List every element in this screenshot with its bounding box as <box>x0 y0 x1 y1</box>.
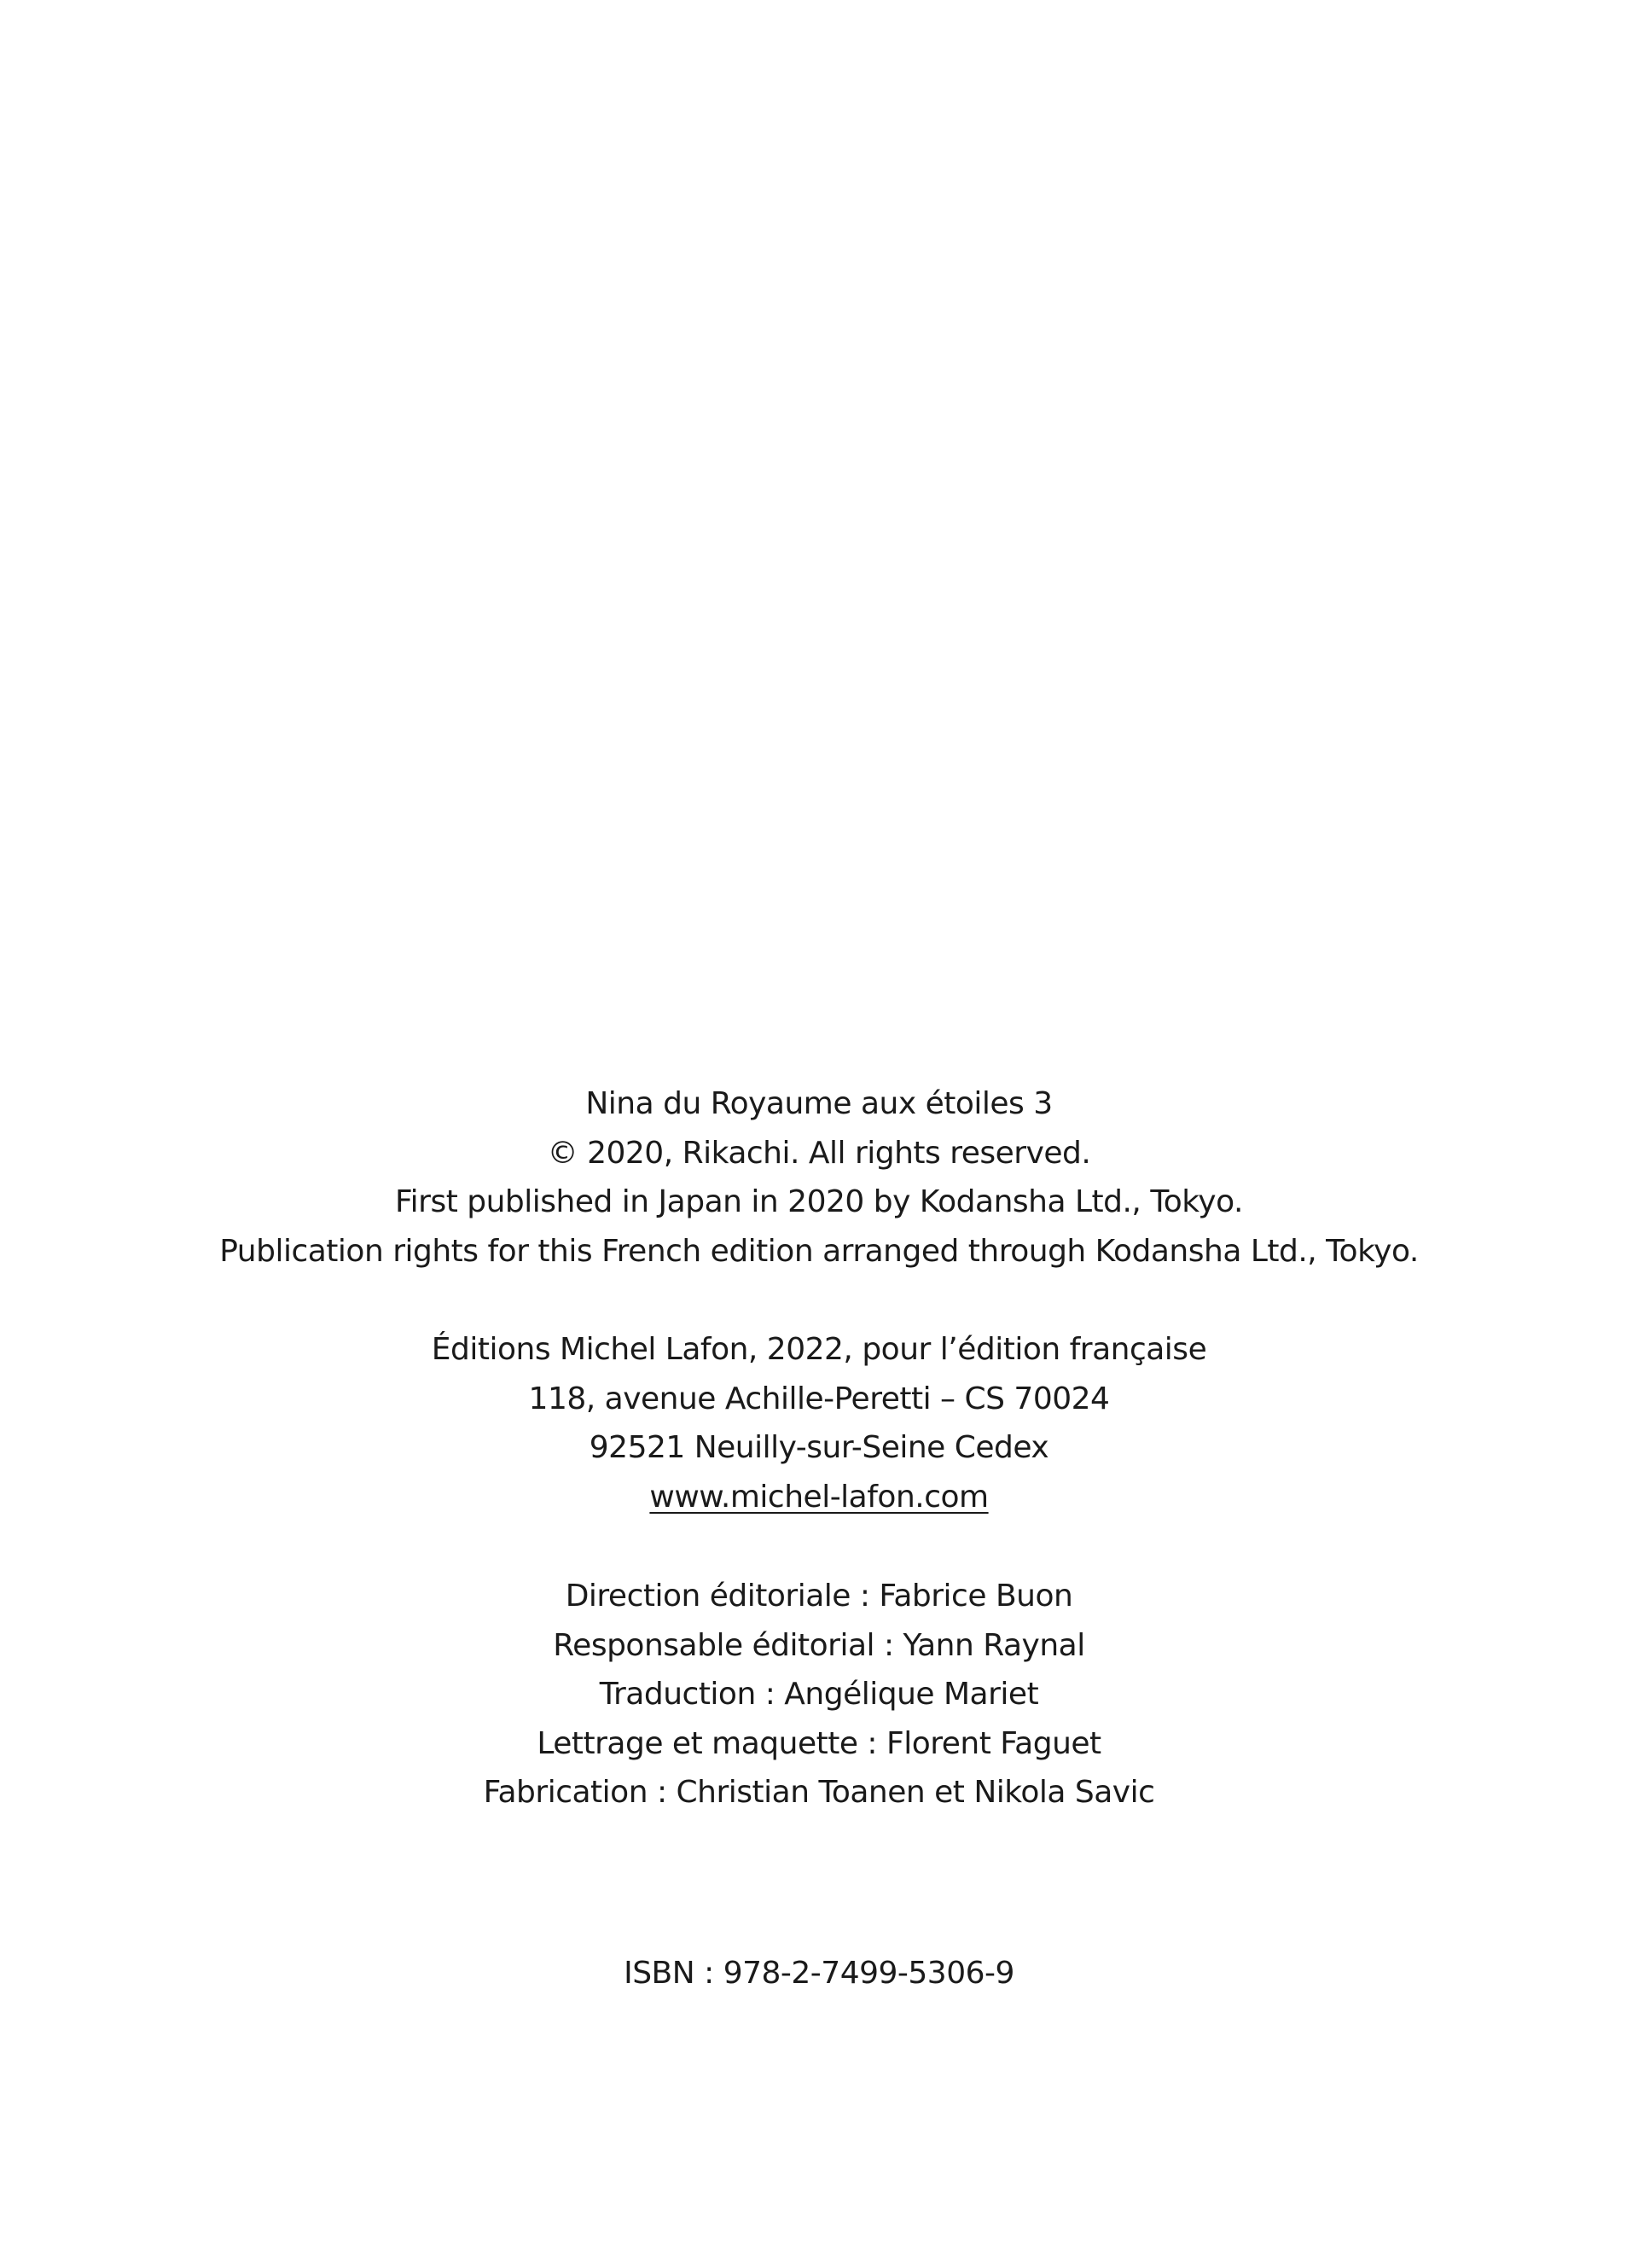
address-line-1: 118, avenue Achille-Peretti – CS 70024 <box>528 1381 1110 1416</box>
address-line-2: 92521 Neuilly-sur-Seine Cedex <box>589 1430 1049 1465</box>
first-published-notice: First published in Japan in 2020 by Kodansha Ltd., Tokyo. <box>395 1184 1243 1219</box>
publication-rights-notice: Publication rights for this French edition arranged through Kodansha Ltd., Tokyo. <box>219 1233 1419 1269</box>
website-line <box>0 1473 1638 1522</box>
credit-fabrication: Fabrication : Christian Toanen et Nikola Savic <box>483 1775 1155 1810</box>
credit-responsable: Responsable éditorial : Yann Raynal <box>553 1627 1085 1663</box>
credit-traduction: Traduction : Angélique Mariet <box>599 1677 1039 1712</box>
book-title: Nina du Royaume aux étoiles 3 <box>585 1086 1053 1121</box>
credit-direction: Direction éditoriale : Fabrice Buon <box>565 1579 1073 1614</box>
isbn-block <box>0 1949 1638 1998</box>
copyright-notice: © 2020, Rikachi. All rights reserved. <box>547 1135 1091 1171</box>
credits-block <box>0 1572 1638 1817</box>
copyright-block <box>0 1079 1638 1276</box>
publisher-block <box>0 1325 1638 1521</box>
isbn-line: ISBN : 978-2-7499-5306-9 <box>624 1956 1014 1991</box>
edition-line: Éditions Michel Lafon, 2022, pour l’édition française <box>431 1332 1207 1367</box>
credit-lettrage: Lettrage et maquette : Florent Faguet <box>537 1725 1101 1761</box>
website-link[interactable]: www.michel-lafon.com <box>649 1479 989 1515</box>
